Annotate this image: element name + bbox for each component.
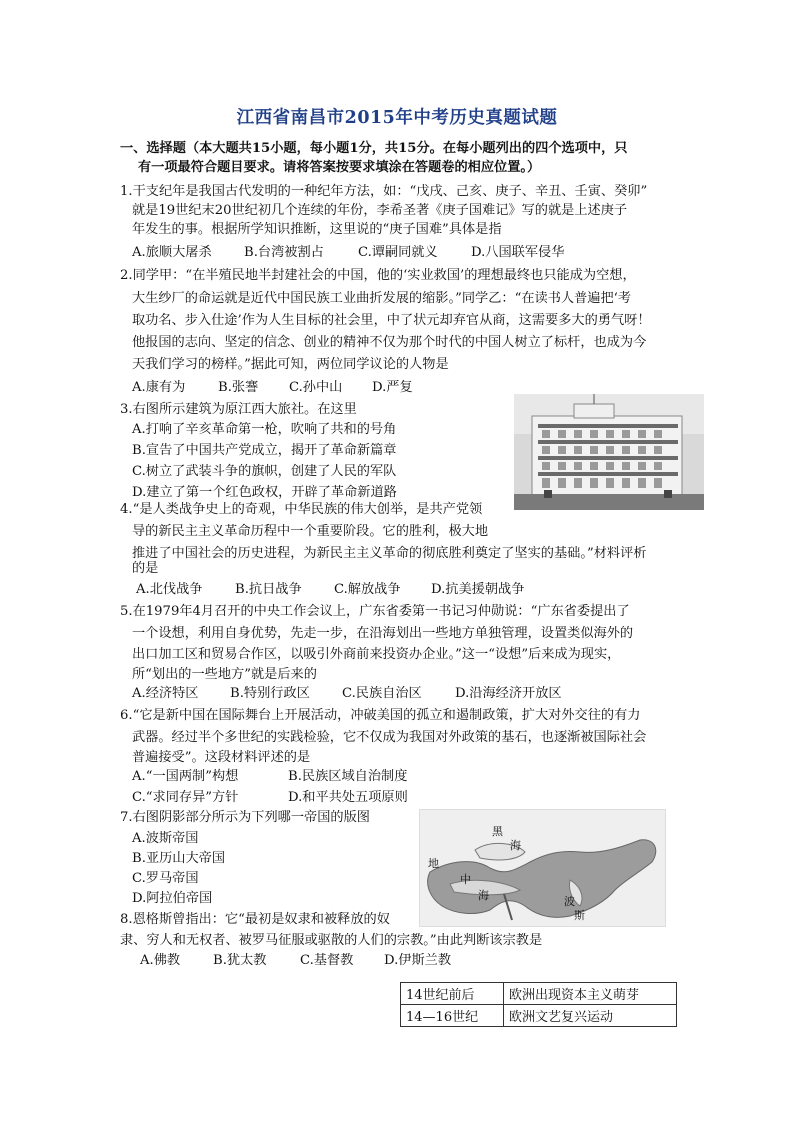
q2-line4: 他报国的志向、坚定的信念、创业的精神不仅为那个时代的中国人树立了标杆，也成为今: [132, 335, 647, 350]
q5-option-d: D.沿海经济开放区: [455, 686, 562, 701]
q2-option-d: D.严复: [372, 380, 413, 395]
section-heading-line2: 有一项最符合题目要求。请将答案按要求填涂在答题卷的相应位置。）: [138, 160, 541, 175]
empire-map-image: [420, 810, 665, 926]
q8-line2: 隶、穷人和无权者、被罗马征服或驱散的人们的宗教。”由此判断该宗教是: [120, 933, 543, 948]
q6-line2: 武器。经过半个多世纪的实践检验，它不仅成为我国对外政策的基石，也逐渐被国际社会: [132, 730, 647, 745]
map-label: 海: [478, 889, 489, 902]
q2-option-c: C.孙中山: [289, 380, 343, 395]
timeline-period: 14—16世纪: [401, 1005, 504, 1027]
q8-option-b: B.犹太教: [213, 953, 267, 968]
q6-line3: 普遍接受”。这段材料评述的是: [132, 750, 311, 765]
q6-option-b: B.民族区域自治制度: [288, 769, 408, 784]
q8-option-c: C.基督教: [300, 953, 354, 968]
q5-option-c: C.民族自治区: [342, 686, 422, 701]
q5-option-b: B.特别行政区: [230, 686, 310, 701]
q4-option-c: C.解放战争: [334, 582, 401, 597]
q1-option-a: A.旅顺大屠杀: [132, 245, 212, 260]
q1-option-c: C.谭嗣同就义: [358, 245, 438, 260]
section-heading-line1: 一、选择题（本大题共15小题，每小题1分，共15分。在每小题列出的四个选项中，只: [120, 141, 628, 156]
q1-line2: 就是19世纪末20世纪初几个连续的年份，李希圣著《庚子国难记》写的就是上述庚子: [132, 203, 628, 218]
q6-option-c: C.“求同存异”方针: [132, 790, 239, 805]
map-label: 斯: [574, 909, 585, 922]
map-label: 波: [564, 895, 575, 908]
q7-option-a: A.波斯帝国: [132, 831, 199, 846]
q1-option-d: D.八国联军侵华: [471, 245, 565, 260]
q4-option-a: A.北伐战争: [136, 582, 203, 597]
q5-line1: 5.在1979年4月召开的中央工作会议上，广东省委第一书记习仲勋说：“广东省委提出了: [120, 604, 630, 619]
q5-line3: 出口加工区和贸易合作区，以吸引外商前来投资办企业。”这一“设想”后来成为现实，: [132, 647, 621, 662]
q8-line1: 8.恩格斯曾指出：它“最初是奴隶和被释放的奴: [120, 912, 390, 927]
map-label: 中: [460, 873, 471, 886]
q4-line4: 的是: [132, 561, 159, 576]
q1-line3: 年发生的事。根据所学知识推断，这里说的“庚子国难”具体是指: [132, 222, 502, 237]
timeline-period: 14世纪前后: [401, 983, 504, 1005]
q4-line2: 导的新民主主义革命历程中一个重要阶段。它的胜利，极大地: [132, 524, 489, 539]
timeline-event: 欧洲文艺复兴运动: [504, 1005, 677, 1027]
q1-option-b: B.台湾被割占: [244, 245, 324, 260]
q2-line3: 取功名、步入仕途’作为人生目标的社会里，中了状元却弃官从商，这需要多大的勇气呀！: [132, 313, 651, 328]
hotel-building-image: [514, 394, 704, 510]
map-label: 黑: [492, 825, 503, 838]
q5-line2: 一个设想，利用自身优势，先走一步，在沿海划出一些地方单独管理，设置类似海外的: [132, 626, 634, 641]
q2-option-a: A.康有为: [132, 380, 186, 395]
q2-option-b: B.张謇: [218, 380, 259, 395]
q3-option-a: A.打响了辛亥革命第一枪，吹响了共和的号角: [132, 422, 397, 437]
empire-map: [419, 809, 666, 927]
q3-option-b: B.宣告了中国共产党成立，揭开了革命新篇章: [132, 443, 397, 458]
table-row: [401, 1005, 677, 1027]
q4-line1: 4.“是人类战争史上的奇观，中华民族的伟大创举，是共产党领: [120, 502, 483, 517]
page-title: 江西省南昌市2015年中考历史真题试题: [236, 108, 558, 128]
q3-option-c: C.树立了武装斗争的旗帜，创建了人民的军队: [132, 464, 397, 479]
map-label: 海: [510, 839, 521, 852]
q3-option-d: D.建立了第一个红色政权，开辟了革命新道路: [132, 485, 397, 500]
q2-line2: 大生纱厂的命运就是近代中国民族工业曲折发展的缩影。”同学乙：“在读书人普遍把‘考: [132, 291, 632, 306]
q7-option-c: C.罗马帝国: [132, 871, 199, 886]
timeline-event: 欧洲出现资本主义萌芽: [504, 983, 677, 1005]
q2-line1: 2.同学甲：“在半殖民地半封建社会的中国，他的‘实业救国’的理想最终也只能成为空想，: [120, 268, 636, 283]
q5-option-a: A.经济特区: [132, 686, 199, 701]
q7-option-d: D.阿拉伯帝国: [132, 891, 213, 906]
q8-option-a: A.佛教: [140, 953, 181, 968]
q4-option-b: B.抗日战争: [235, 582, 302, 597]
q4-option-d: D.抗美援朝战争: [431, 582, 525, 597]
q6-option-d: D.和平共处五项原则: [288, 790, 408, 805]
q3-line1: 3.右图所示建筑为原江西大旅社。在这里: [120, 402, 357, 417]
q1-line1: 1.干支纪年是我国古代发明的一种纪年方法，如：“戊戌、己亥、庚子、辛丑、壬寅、癸卯”: [120, 184, 648, 199]
q5-line4: 所“划出的一些地方”就是后来的: [132, 667, 317, 682]
q7-option-b: B.亚历山大帝国: [132, 851, 226, 866]
timeline-table: [400, 982, 677, 1027]
q2-line5: 天我们学习的榜样。”据此可知，两位同学议论的人物是: [132, 357, 449, 372]
q7-line1: 7.右图阴影部分所示为下列哪一帝国的版图: [120, 810, 370, 825]
table-row: [401, 983, 677, 1005]
q6-line1: 6.“它是新中国在国际舞台上开展活动，冲破美国的孤立和遏制政策，扩大对外交往的有力: [120, 708, 641, 723]
q8-option-d: D.伊斯兰教: [384, 953, 452, 968]
q6-option-a: A.“一国两制”构想: [132, 769, 239, 784]
q4-line3: 推进了中国社会的历史进程，为新民主主义革命的彻底胜利奠定了坚实的基础。”材料评析: [132, 546, 647, 561]
jiangxi-hotel-photo: [514, 394, 704, 510]
map-label: 地: [428, 857, 439, 870]
